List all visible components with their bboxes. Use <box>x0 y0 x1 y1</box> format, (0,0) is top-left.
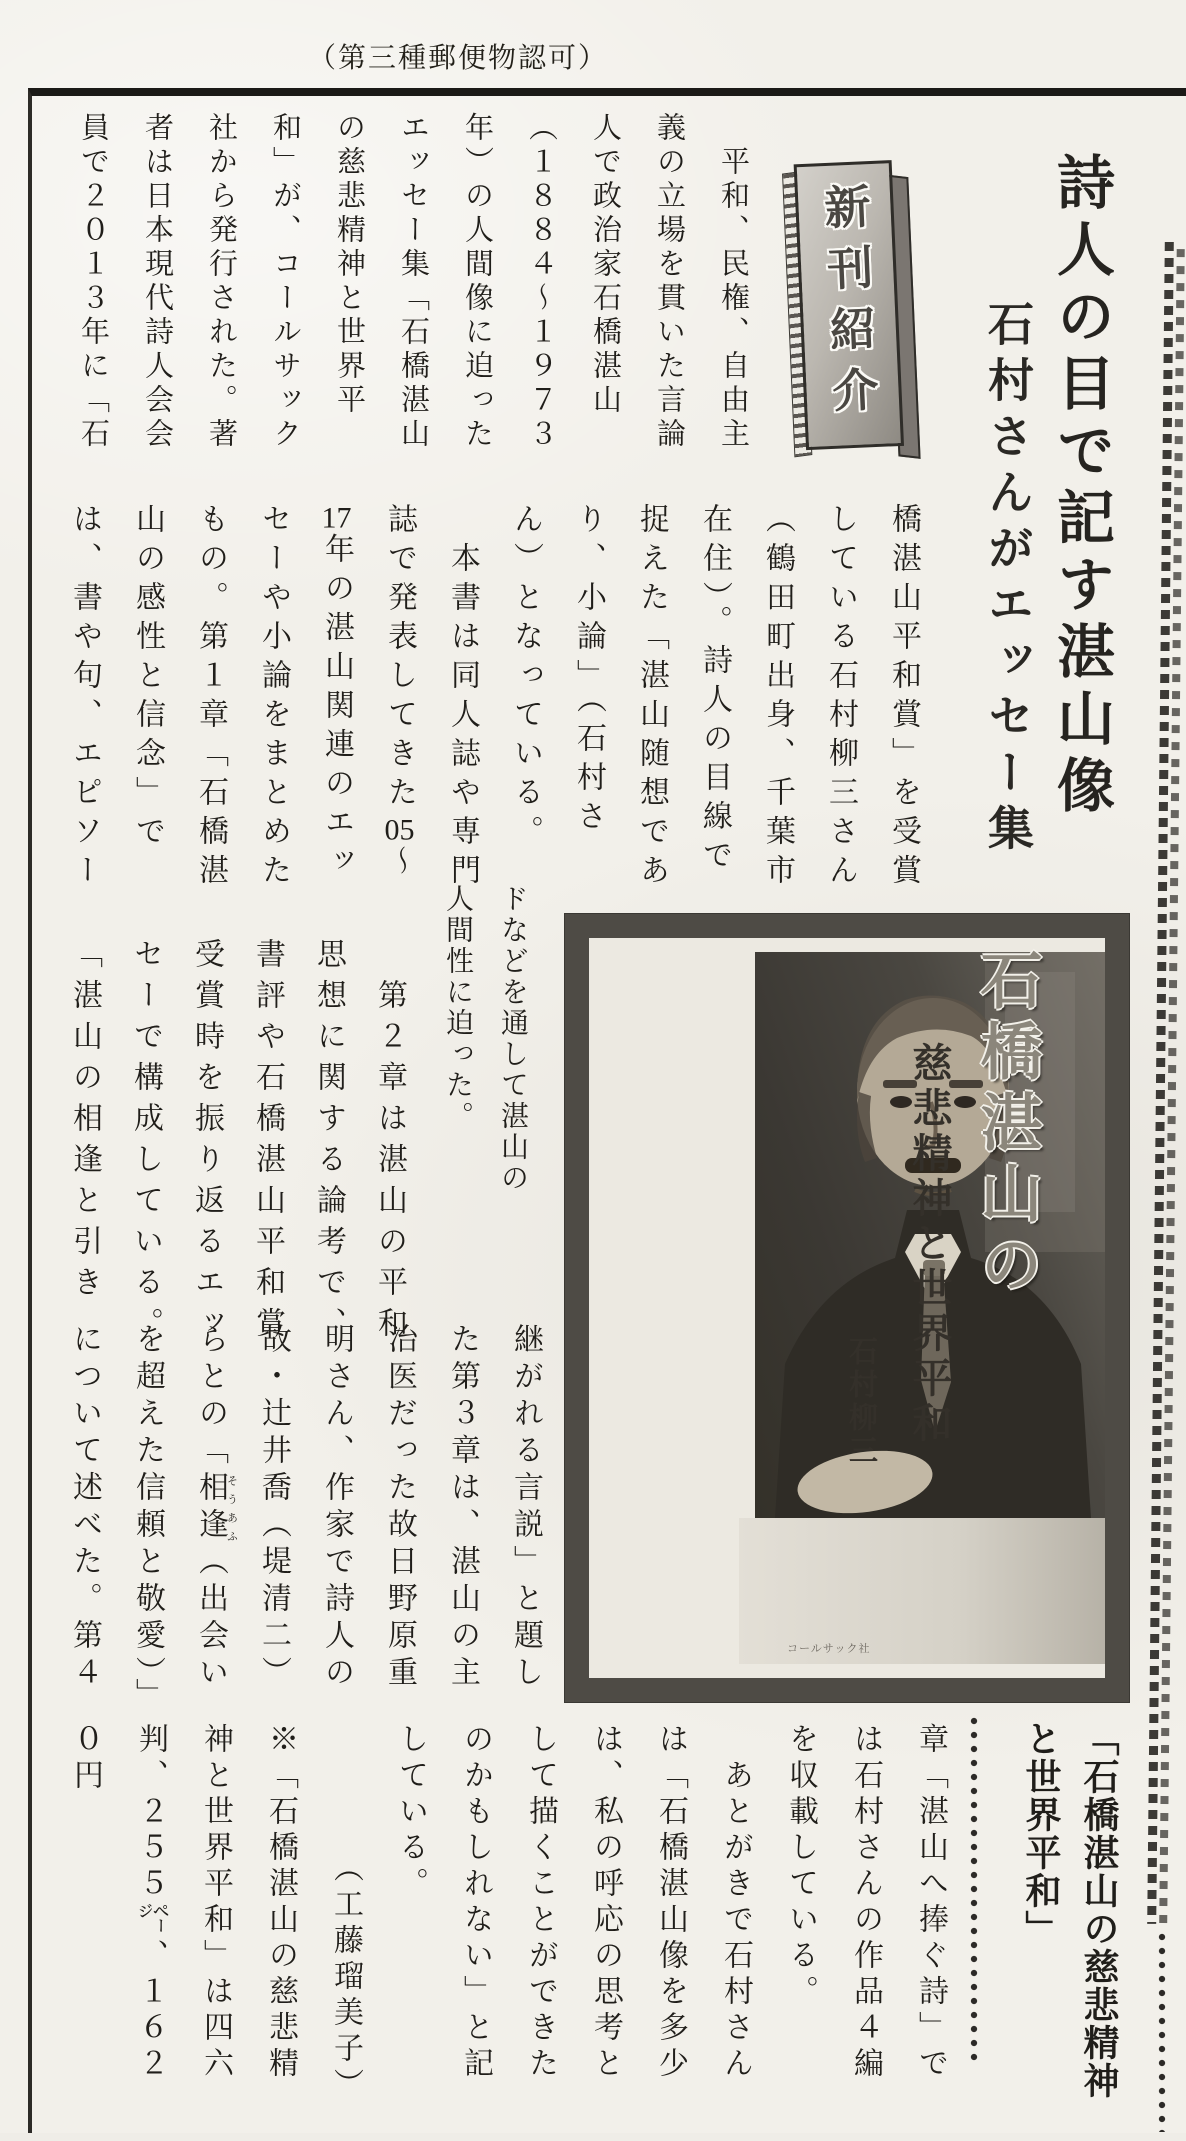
text-column: 継がれる言説」と題し <box>509 1323 542 1693</box>
text-column: 神と世界平和」は四六 <box>199 1723 232 2083</box>
text-column: の慈悲精神と世界平 <box>333 112 365 418</box>
text-column: り、小論」（石村さ <box>572 503 605 839</box>
text-column: 人で政治家石橋湛山 <box>589 112 621 418</box>
text-column: セーや小論をまとめた <box>257 503 290 893</box>
text-column: を収載している。 <box>784 1723 817 2011</box>
text-column: （１８８４～１９７３ <box>525 112 557 452</box>
text-column: 年）の人間像に迫った <box>461 112 493 452</box>
text-column: もの。第１章「石橋湛 <box>194 503 227 893</box>
text-column: 故・辻井喬（堤清二） <box>257 1323 290 1693</box>
dotted-rule-left-of-title-note <box>970 1716 978 2064</box>
text-column: している。 <box>394 1723 427 1903</box>
text-column: 社から発行された。著 <box>205 112 237 452</box>
article-box <box>28 88 1186 2133</box>
text-column: 義の立場を貫いた言論 <box>653 112 685 452</box>
text-column: は、書や句、エピソー <box>68 503 101 893</box>
text-column: 員で２０１３年に「石 <box>77 112 109 452</box>
badge-label: 新刊紹介 <box>817 182 881 429</box>
new-release-badge <box>781 155 920 462</box>
text-column: 捉えた「湛山随想であ <box>635 503 668 893</box>
cover-title-main: 石橋湛山の <box>971 948 1039 1303</box>
text-column: ん）となっている。 <box>509 503 542 854</box>
article-subheadline: 石村さんがエッセー集 <box>982 300 1033 860</box>
article-headline: 詩人の目で記す湛山像 <box>1048 152 1113 822</box>
text-column: （鶴田町出身、千葉市 <box>761 503 794 893</box>
text-column: エッセー集「石橋湛山 <box>397 112 429 452</box>
text-column: は、私の呼応の思考と <box>589 1723 622 2083</box>
text-column: 第２章は湛山の平和 <box>373 938 406 1348</box>
text-column: 在住）。詩人の目線で <box>698 503 731 878</box>
text-column: ※「石橋湛山の慈悲精 <box>264 1723 297 2083</box>
text-column: ドなどを通して湛山の <box>497 884 528 1194</box>
text-column: を超えた信頼と敬愛）」 <box>131 1323 164 1715</box>
text-column: セーで構成している。 <box>129 938 162 1348</box>
text-column: 人間性に迫った。 <box>442 884 473 1132</box>
dotted-rule-bottom-right <box>1158 1932 1166 2132</box>
text-column: ０円 <box>69 1723 102 1795</box>
text-column: 治医だった故日野原重 <box>383 1323 416 1693</box>
text-column: 誌で発表してきた05～ <box>383 503 416 884</box>
text-column: 本書は同人誌や専門 <box>446 503 479 893</box>
text-column: は「石橋湛山像を多少 <box>654 1723 687 2083</box>
text-column: 受賞時を振り返るエッ <box>190 938 223 1348</box>
body-paragraph-3-columns <box>53 1323 557 1721</box>
text-column: 「湛山の相逢と引き <box>68 938 101 1307</box>
text-column: （工藤瑠美子） <box>329 1723 362 2104</box>
text-column: 「石橋湛山の慈悲精神 <box>1079 1720 1119 2100</box>
body-paragraph-2-lower-columns <box>54 938 420 1370</box>
text-column: 橋湛山平和賞」を受賞 <box>887 503 920 893</box>
cover-publisher-mark: コールサック社 <box>787 1643 871 1655</box>
cover-author-name: 石村柳三 <box>845 1336 877 1468</box>
text-column: 17年の湛山関連のエッ <box>320 503 353 884</box>
badge-front-face <box>794 160 904 450</box>
text-column: 和」が、コールサック <box>269 112 301 452</box>
lead-paragraph-columns <box>61 112 765 470</box>
text-column: 判、２５５㌻、１６２ <box>134 1723 167 2083</box>
text-column: は石村さんの作品４編 <box>849 1723 882 2083</box>
postal-permit-note: （第三種郵便物認可） <box>308 43 609 74</box>
text-column: た第３章は、湛山の主 <box>446 1323 479 1693</box>
book-cover-photo <box>565 914 1129 1702</box>
reviewed-book-title-note <box>1012 1720 1128 2140</box>
body-paragraph-2-upper-columns <box>430 884 540 1196</box>
cover-title-subtitle: 慈悲精神と世界平和 <box>907 1042 952 1447</box>
text-column: 者は日本現代詩人会会 <box>141 112 173 452</box>
text-column: 山の感性と信念」で <box>131 503 164 854</box>
text-column: らとの「相逢そうあふ（出会い <box>194 1323 238 1693</box>
text-column: あとがきで石村さん <box>719 1723 752 2083</box>
text-column: と世界平和」 <box>1021 1720 1061 1948</box>
text-column: 書評や石橋湛山平和賞 <box>251 938 284 1348</box>
text-column: 章「湛山へ捧ぐ詩」で <box>914 1723 947 2083</box>
text-column: 明さん、作家で詩人の <box>320 1323 353 1693</box>
text-column: について述べた。第４ <box>68 1323 101 1693</box>
text-column: のかもしれない」と記 <box>459 1723 492 2083</box>
body-paragraph-4-and-credit-columns <box>53 1723 963 2141</box>
body-paragraph-1-columns <box>53 503 935 911</box>
adjacent-column-hatch-strip <box>1147 242 1186 1924</box>
text-column: して描くことができた <box>524 1723 557 2083</box>
text-column: 平和、民権、自由主 <box>717 112 749 452</box>
text-column: している石村柳三さん <box>824 503 857 893</box>
text-column: 思想に関する論考で、 <box>312 938 345 1348</box>
